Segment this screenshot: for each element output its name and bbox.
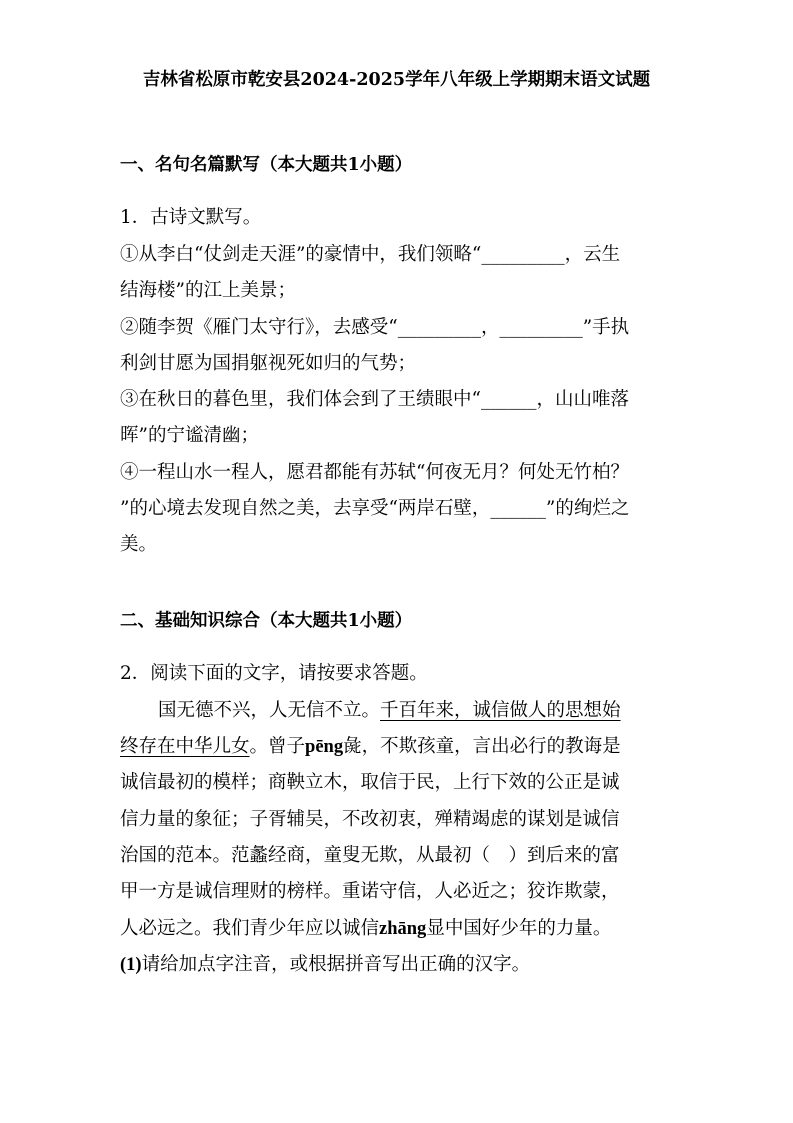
question-1-item-4-line-2: ”的心境去发现自然之美，去享受“两岸石壁，______”的绚烂之 [120, 498, 630, 519]
sub-question-number: (1) [120, 955, 142, 975]
underlined-sentence: 终存在中华儿女 [120, 736, 250, 757]
section-heading-2: 二、基础知识综合（本大题共1小题） [120, 611, 413, 631]
passage-text: 。曾子 [249, 736, 306, 757]
section-heading-1: 一、名句名篇默写（本大题共1小题） [120, 155, 413, 175]
question-1-item-3-line-2: 晖”的宁谧清幽； [120, 425, 259, 446]
underlined-sentence: 千百年来，诚信做人的思想始 [380, 700, 621, 721]
pinyin-text: zhāng [379, 919, 427, 939]
question-1-item-4-line-1: ④一程山水一程人，愿君都能有苏轼“何夜无月？何处无竹柏？ [120, 462, 629, 483]
passage-line-2 [120, 734, 621, 760]
passage-line-5: 治国的范本。范蠡经商，童叟无欺，从最初（ ）到后来的富 [120, 845, 620, 866]
question-1-item-2-line-2: 利剑甘愿为国捐躯视死如归的气势； [120, 353, 417, 374]
passage-text: 彘，不欺孩童，言出必行的教诲是 [343, 736, 621, 757]
passage-text: 显中国好少年的力量。 [426, 918, 612, 939]
question-1-item-1-line-2: 结海楼”的江上美景； [120, 280, 296, 301]
passage-line-7 [120, 916, 611, 942]
question-1-item-1-line-1: ①从李白“仗剑走天涯”的豪情中，我们领略“_________，云生 [120, 244, 621, 265]
passage-line-1 [158, 698, 621, 724]
passage-line-4: 信力量的象征；子胥辅吴，不改初衷，殚精竭虑的谋划是诚信 [120, 809, 620, 830]
pinyin-text: pēng [305, 737, 344, 757]
question-1-item-2-line-1: ②随李贺《雁门太守行》，去感受“_________，_________”手执 [120, 317, 630, 338]
passage-line-3: 诚信最初的模样；商鞅立木，取信于民，上行下效的公正是诚 [120, 772, 620, 793]
passage-text: 国无德不兴，人无信不立。 [158, 700, 381, 721]
question-1-item-3-line-1: ③在秋日的暮色里，我们体会到了王绩眼中“______，山山唯落 [120, 389, 629, 410]
passage-line-6: 甲一方是诚信理财的榜样。重诺守信，人必近之；狡诈欺蒙， [120, 881, 620, 902]
question-2-stem: 2．阅读下面的文字，请按要求答题。 [120, 663, 428, 684]
passage-text: 人必远之。我们青少年应以诚信 [120, 918, 380, 939]
question-1-stem: 1．古诗文默写。 [120, 207, 262, 228]
sub-question-text: 请给加点字注音，或根据拼音写出正确的汉字。 [141, 954, 531, 975]
page-title: 吉林省松原市乾安县2024-2025学年八年级上学期期末语文试题 [142, 70, 651, 90]
sub-question-1 [120, 952, 530, 978]
question-1-item-4-line-3: 美。 [120, 534, 158, 555]
